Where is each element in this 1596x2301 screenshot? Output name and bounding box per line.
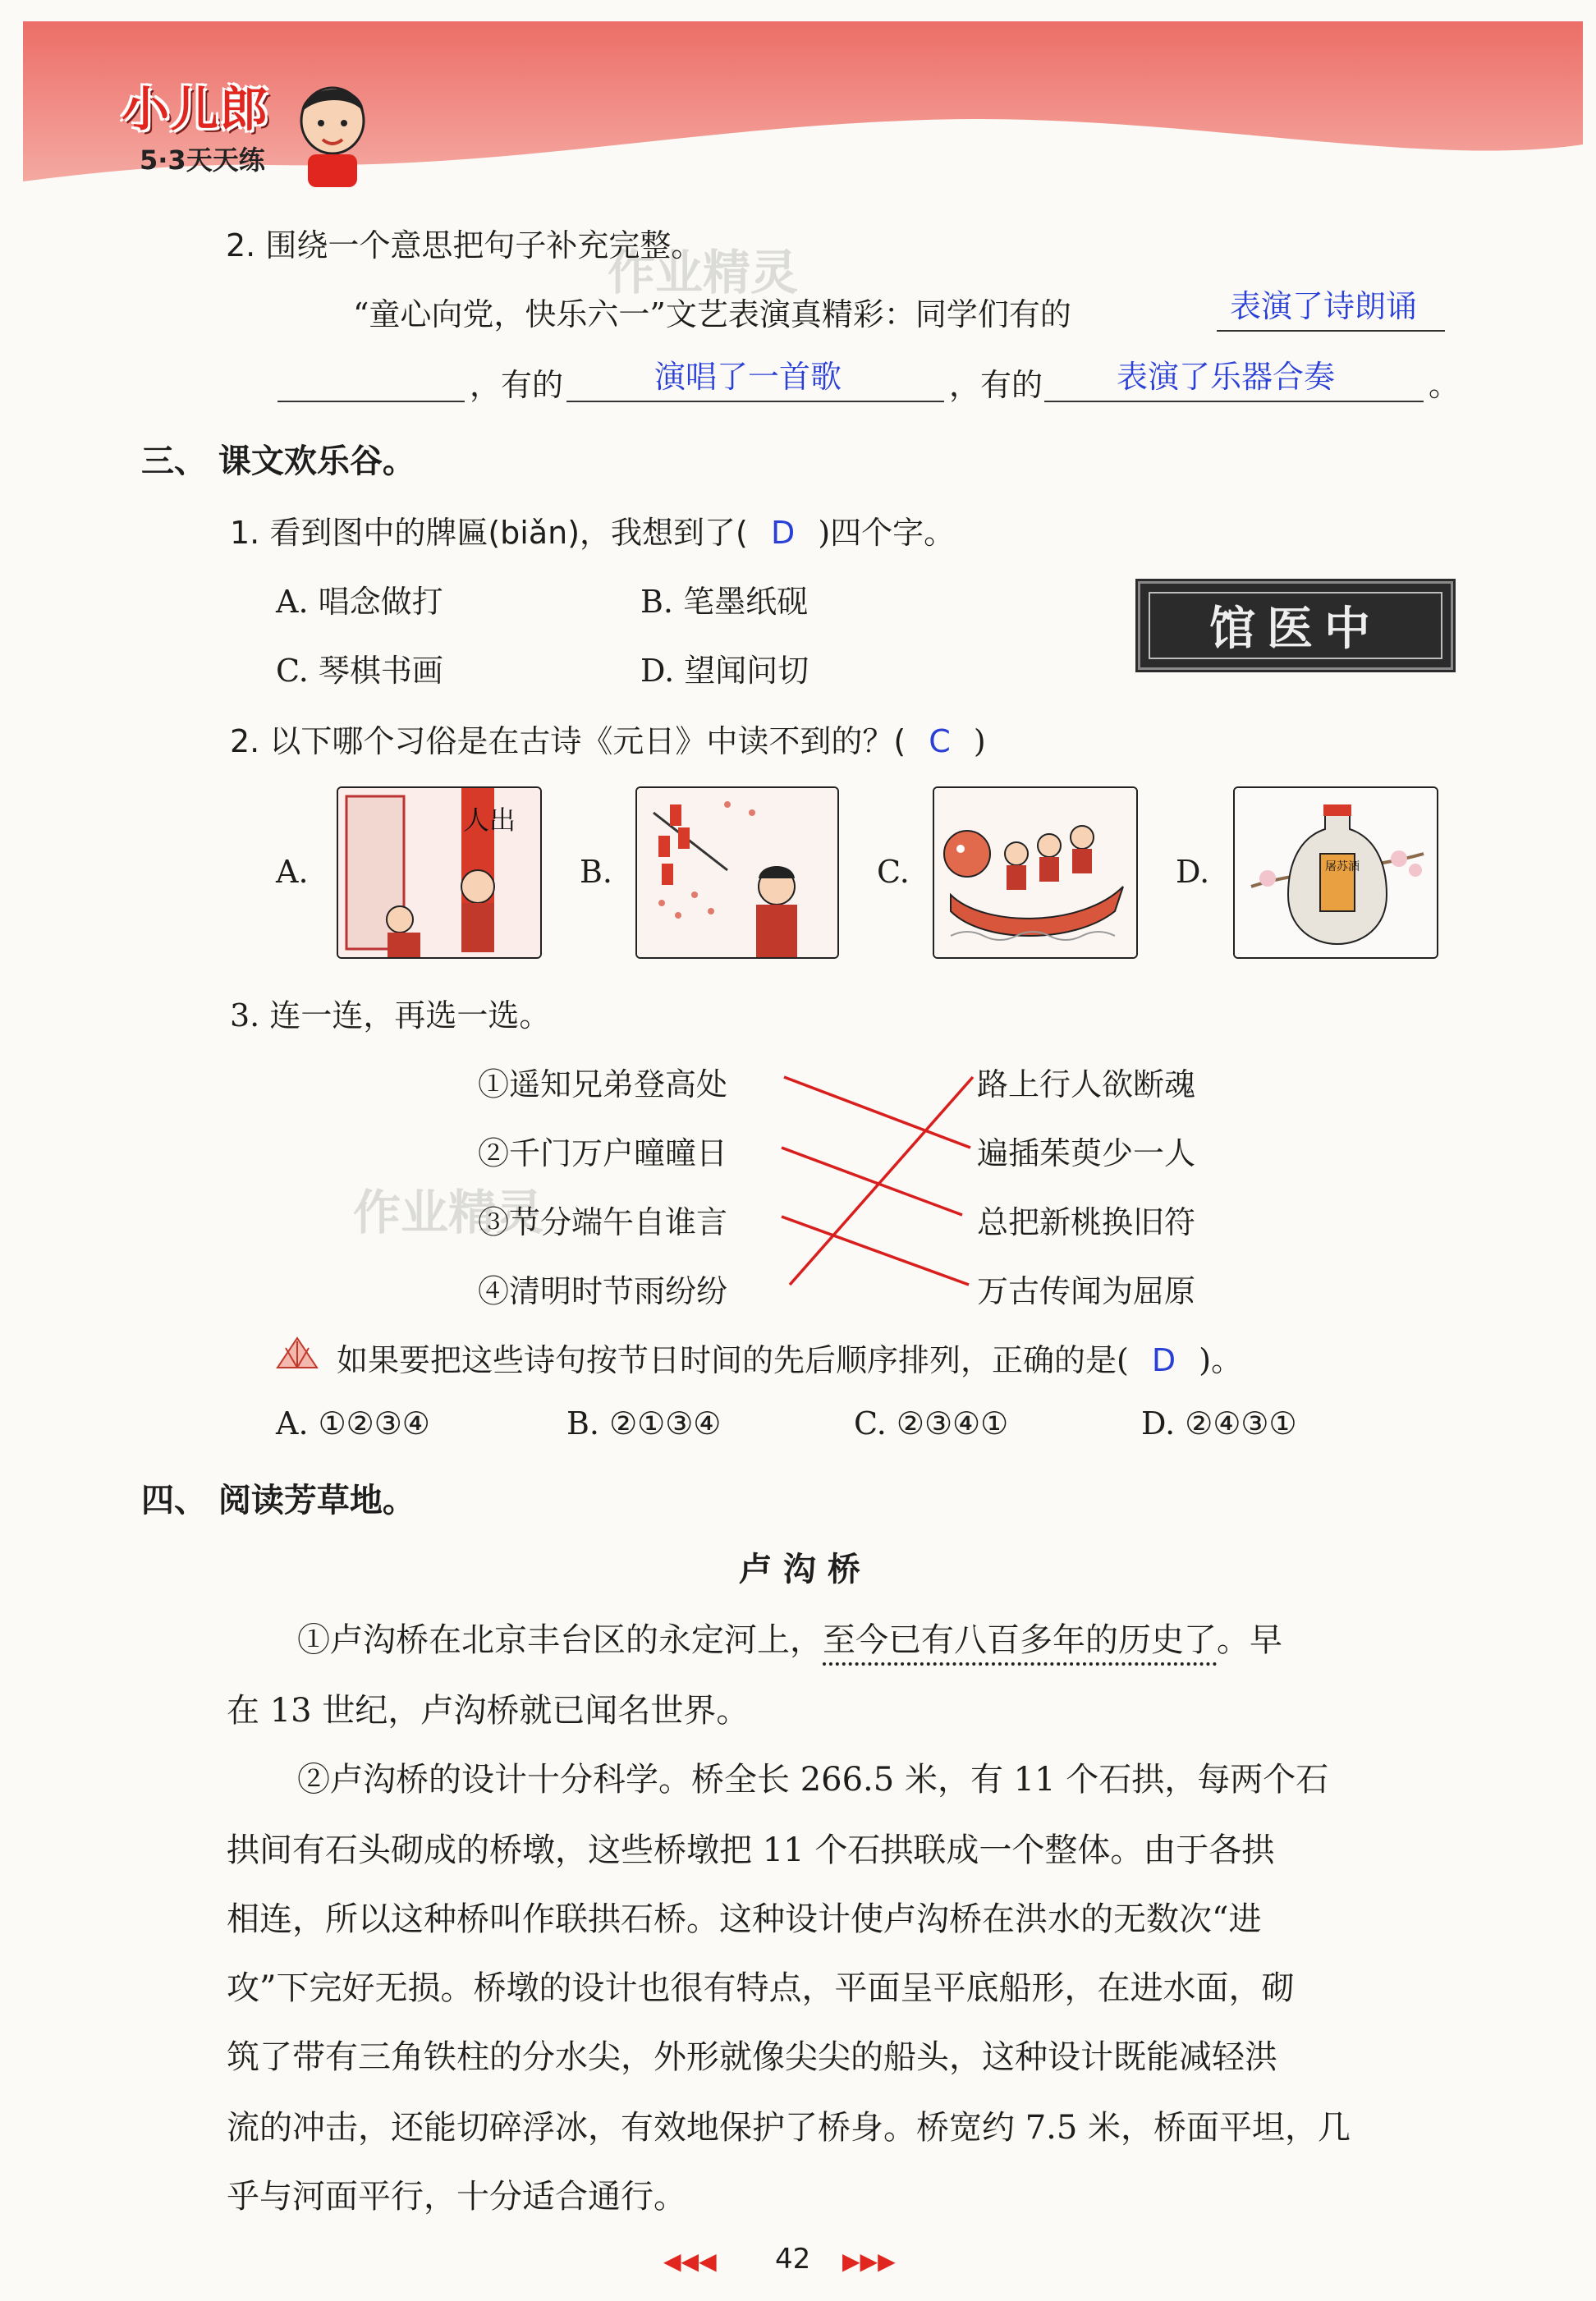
dotted-phrase: 至今已有八百多年的历史了 — [823, 1621, 1217, 1659]
prev-arrows-icon: ◀◀◀ — [663, 2248, 717, 2275]
passage-p1-line2: 在 13 世纪，卢沟桥就已闻名世界。 — [227, 1692, 750, 1730]
answer-line-3 — [1044, 401, 1424, 402]
pic-label-d: D. — [1176, 854, 1210, 890]
mascot-boy-icon — [291, 76, 374, 190]
q2-fill-prompt: 2. 围绕一个意思把句子补充完整。 — [226, 227, 703, 264]
s3-q1-option-b: B. 笔墨纸砚 — [640, 584, 809, 620]
q2-fill-mid-1: ，有的 — [470, 367, 564, 403]
brand-logo: 小儿郎 — [122, 81, 270, 137]
answer-line-2 — [566, 401, 944, 402]
order-option-d: D. ②④③① — [1141, 1405, 1297, 1442]
answer-1: 表演了诗朗诵 — [1230, 288, 1418, 324]
order-option-b: B. ②①③④ — [566, 1405, 722, 1442]
s3-q1-option-d: D. 望闻问切 — [640, 653, 809, 689]
s3-q2-prompt: 2. 以下哪个习俗是在古诗《元日》中读不到的？( C ) — [230, 723, 986, 759]
pic-label-b: B. — [580, 854, 613, 890]
passage-p2-line7: 乎与河面平行，十分适合通行。 — [227, 2178, 686, 2216]
s3-q1-prompt: 1. 看到图中的牌匾(biǎn)，我想到了( D )四个字。 — [230, 515, 956, 551]
couplet-picture — [337, 786, 542, 959]
passage-p2-line4: 攻”下完好无损。桥墩的设计也很有特点，平面呈平底船形，在进水面，砌 — [227, 1969, 1295, 2007]
s3-q1-answer: D — [770, 515, 796, 551]
passage-title: 卢 沟 桥 — [739, 1551, 860, 1588]
match-line-4 — [790, 1077, 973, 1285]
q2-fill-mid-2: ，有的 — [949, 367, 1043, 403]
answer-line-1 — [1217, 330, 1445, 332]
s3-q1-option-a: A. 唱念做打 — [276, 584, 443, 620]
dragon-boat-picture — [933, 786, 1138, 959]
passage-p2-line2: 拱间有石头砌成的桥墩，这些桥墩把 11 个石拱联成一个整体。由于各拱 — [227, 1831, 1275, 1869]
answer-3: 表演了乐器合奏 — [1117, 359, 1336, 395]
medical-plaque-image — [1138, 581, 1453, 670]
section-4-title: 四、 阅读芳草地。 — [141, 1482, 415, 1519]
jar-label: 屠苏酒 — [1325, 860, 1360, 873]
match-right-1: 路上行人欲断魂 — [977, 1066, 1196, 1102]
plaque-text: 馆医中 — [1149, 592, 1442, 659]
match-left-3: ③节分端午自谁言 — [478, 1204, 728, 1240]
match-line-3 — [782, 1217, 969, 1285]
answer-line-1-continued — [277, 401, 465, 402]
watermark-top: 作业精灵 — [608, 245, 799, 300]
firecracker-picture — [635, 786, 839, 959]
section-3-title: 三、 课文欢乐谷。 — [141, 442, 415, 480]
order-answer: D — [1151, 1342, 1176, 1378]
s3-q1-option-c: C. 琴棋书画 — [276, 653, 443, 689]
page-number: 42 — [775, 2243, 811, 2276]
match-right-4: 万古传闻为屈原 — [977, 1273, 1196, 1309]
fan-icon — [274, 1335, 320, 1373]
tusu-wine-picture — [1233, 786, 1438, 959]
next-arrows-icon: ▶▶▶ — [842, 2248, 896, 2275]
brand-subtitle: 5·3天天练 — [140, 144, 265, 176]
q2-fill-end: 。 — [1429, 367, 1461, 403]
match-line-1 — [784, 1077, 970, 1148]
match-left-1: ①遥知兄弟登高处 — [478, 1066, 728, 1102]
passage-p2-line6: 流的冲击，还能切碎浮冰，有效地保护了桥身。桥宽约 7.5 米，桥面平坦，几 — [227, 2109, 1351, 2147]
couplet-text: 人出 — [463, 804, 516, 836]
s3-q3-prompt: 3. 连一连，再选一选。 — [230, 997, 551, 1034]
passage-p2-line3: 相连，所以这种桥叫作联拱石桥。这种设计使卢沟桥在洪水的无数次“进 — [227, 1900, 1262, 1938]
match-right-2: 遍插茱萸少一人 — [977, 1135, 1196, 1171]
pic-label-a: A. — [276, 854, 309, 890]
passage-p1-line1: ①卢沟桥在北京丰台区的永定河上，至今已有八百多年的历史了。早 — [297, 1621, 1282, 1659]
s3-q2-answer: C — [929, 723, 951, 759]
match-line-2 — [782, 1148, 962, 1215]
match-left-2: ②千门万户曈曈日 — [478, 1135, 728, 1171]
order-option-a: A. ①②③④ — [276, 1405, 430, 1442]
order-prompt: 如果要把这些诗句按节日时间的先后顺序排列，正确的是( D )。 — [337, 1342, 1243, 1378]
watermark-middle: 作业精灵 — [353, 1185, 544, 1240]
pic-label-c: C. — [877, 854, 910, 890]
answer-2: 演唱了一首歌 — [654, 359, 842, 395]
passage-p2-line5: 筑了带有三角铁柱的分水尖，外形就像尖尖的船头，这种设计既能减轻洪 — [227, 2038, 1277, 2076]
passage-p2-line1: ②卢沟桥的设计十分科学。桥全长 266.5 米，有 11 个石拱，每两个石 — [297, 1761, 1329, 1799]
q2-fill-sentence-start: “童心向党，快乐六一”文艺表演真精彩：同学们有的 — [353, 296, 1071, 332]
match-right-3: 总把新桃换旧符 — [977, 1204, 1196, 1240]
match-left-4: ④清明时节雨纷纷 — [478, 1273, 728, 1309]
order-option-c: C. ②③④① — [854, 1405, 1009, 1442]
